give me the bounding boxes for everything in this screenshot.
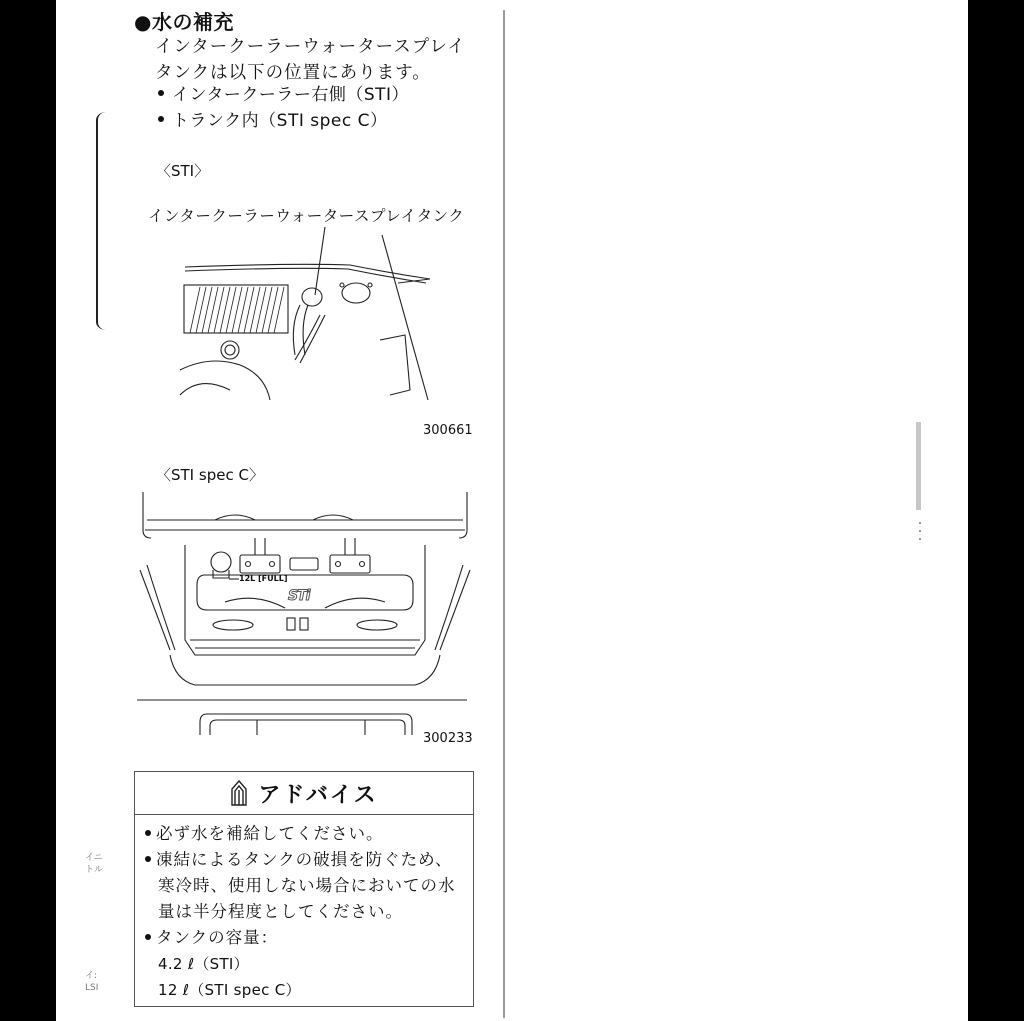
intro-line: タンクは以下の位置にあります。: [155, 63, 431, 83]
list-item: トランク内（STI spec C）: [158, 108, 409, 134]
scrollbar-thumb[interactable]: [916, 422, 921, 510]
intro-line: インタークーラーウォータースプレイ: [155, 37, 466, 57]
callout-label: インタークーラーウォータースプレイタンク: [148, 207, 465, 225]
scroll-indicator: [919, 522, 921, 546]
sti-logo: STi: [288, 588, 310, 604]
tank-fill-marking: 12L [FULL]: [239, 574, 288, 583]
advice-box: [134, 771, 474, 1007]
margin-note: イ: LSI: [85, 971, 99, 993]
revision-bracket: [96, 112, 108, 330]
capacity-value: 12 ℓ（STI spec C）: [158, 981, 301, 999]
pencil-icon: [230, 780, 248, 806]
list-item: タンクの容量：: [145, 925, 473, 951]
list-item: 必ず水を補給してください。: [145, 821, 473, 847]
bullet-icon: [145, 934, 151, 940]
bullet-icon: [145, 830, 151, 836]
list-item: インタークーラー右側（STI）: [158, 82, 409, 108]
variant-label-spec-c: 〈STI spec C〉: [156, 466, 264, 484]
engine-bay-illustration: [170, 225, 470, 405]
list-item-continuation: 寒冷時、使用しない場合においての水: [158, 876, 456, 895]
column-divider: [503, 10, 505, 1018]
variant-label-sti: 〈STI〉: [156, 162, 210, 180]
section-title: ●水の補充: [134, 10, 234, 34]
capacity-value: 4.2 ℓ（STI）: [158, 955, 249, 973]
list-item-continuation: 量は半分程度としてください。: [158, 902, 403, 921]
margin-note: イニ トル: [85, 853, 104, 875]
trunk-illustration: [135, 490, 475, 735]
bullet-icon: [145, 856, 151, 862]
location-list: [158, 82, 409, 134]
advice-title: アドバイス: [258, 782, 378, 808]
bullet-icon: [158, 116, 164, 122]
list-item: 凍結によるタンクの破損を防ぐため、: [145, 847, 473, 873]
bullet-icon: [158, 90, 164, 96]
figure-number: 300233: [423, 731, 473, 746]
advice-body: [135, 815, 473, 1003]
figure-number: 300661: [423, 423, 473, 438]
intro-text: [155, 34, 466, 86]
advice-header: [135, 772, 473, 815]
